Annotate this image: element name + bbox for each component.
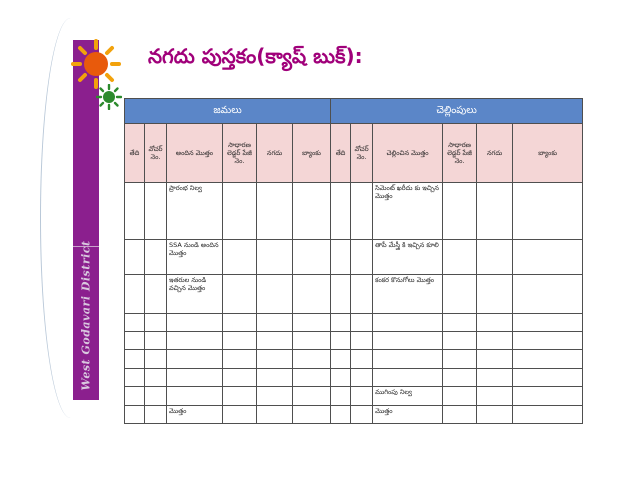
cell <box>477 240 513 275</box>
cell <box>223 387 257 405</box>
col-cash: నగదు <box>477 124 513 183</box>
receipt-label <box>167 368 223 386</box>
cell <box>443 332 477 350</box>
cell <box>257 313 293 331</box>
cell <box>513 332 583 350</box>
cell <box>223 368 257 386</box>
cell <box>443 387 477 405</box>
col-amount-received: అందిన మొత్తం <box>167 124 223 183</box>
col-date: తేది <box>125 124 145 183</box>
payment-label <box>373 368 443 386</box>
total-row <box>125 405 583 423</box>
col-voucher: వోచర్ నెం. <box>351 124 373 183</box>
cell <box>513 350 583 368</box>
cell <box>223 240 257 275</box>
cell <box>293 183 331 240</box>
cell <box>257 368 293 386</box>
col-ledger-page: సాధారణ లెడ్జర్ పేజీ నెం. <box>443 124 477 183</box>
col-ledger-page: సాధారణ లెడ్జర్ పేజీ నెం. <box>223 124 257 183</box>
payment-label <box>373 313 443 331</box>
cell <box>257 332 293 350</box>
receipt-label: ఇతరుల నుండి వచ్చిన మొత్తం <box>167 274 223 313</box>
cell <box>257 405 293 423</box>
cell <box>443 274 477 313</box>
table-row <box>125 183 583 240</box>
table-row <box>125 350 583 368</box>
cell <box>145 368 167 386</box>
payment-label: తాపీ మేస్త్రీ కి ఇచ్చిన కూలి <box>373 240 443 275</box>
cell <box>125 368 145 386</box>
col-bank: బ్యాంకు <box>293 124 331 183</box>
cell <box>125 313 145 331</box>
cell <box>257 240 293 275</box>
receipt-label <box>167 387 223 405</box>
side-label <box>60 239 112 391</box>
cash-book-table <box>124 98 583 424</box>
table-row <box>125 313 583 331</box>
col-cash: నగదు <box>257 124 293 183</box>
cell <box>443 183 477 240</box>
cell <box>125 274 145 313</box>
cell <box>477 183 513 240</box>
cell <box>145 183 167 240</box>
table-row <box>125 274 583 313</box>
cell <box>125 405 145 423</box>
cell <box>293 274 331 313</box>
col-voucher: వోచర్ నెం. <box>145 124 167 183</box>
cell <box>513 274 583 313</box>
cell <box>477 313 513 331</box>
small-sun-icon <box>96 84 122 110</box>
receipt-label: SSA నుండి అందిన మొత్తం <box>167 240 223 275</box>
cell <box>331 183 351 240</box>
cell <box>331 387 351 405</box>
payment-label <box>373 332 443 350</box>
cell <box>293 387 331 405</box>
cell <box>145 274 167 313</box>
cell <box>145 350 167 368</box>
col-bank: బ్యాంకు <box>513 124 583 183</box>
cell <box>331 274 351 313</box>
cell <box>293 405 331 423</box>
cell <box>443 350 477 368</box>
cell <box>257 274 293 313</box>
cell <box>257 183 293 240</box>
cell <box>351 368 373 386</box>
cell <box>145 387 167 405</box>
table-row <box>125 368 583 386</box>
receipt-total-label: మొత్తం <box>167 405 223 423</box>
payments-header: చెల్లింపులు <box>331 99 583 124</box>
cell <box>293 368 331 386</box>
cell <box>351 387 373 405</box>
cell <box>513 368 583 386</box>
receipt-label <box>167 313 223 331</box>
cell <box>223 313 257 331</box>
cell <box>351 405 373 423</box>
cell <box>513 183 583 240</box>
cell <box>145 240 167 275</box>
cell <box>331 240 351 275</box>
cell <box>351 313 373 331</box>
cell <box>477 350 513 368</box>
cell <box>443 313 477 331</box>
table-row <box>125 240 583 275</box>
cell <box>351 240 373 275</box>
cell <box>477 368 513 386</box>
cell <box>331 405 351 423</box>
cell <box>125 240 145 275</box>
cell <box>125 387 145 405</box>
payment-label: ముగింపు నిల్వ <box>373 387 443 405</box>
cell <box>125 183 145 240</box>
cell <box>351 350 373 368</box>
cell <box>293 350 331 368</box>
cell <box>145 332 167 350</box>
cell <box>513 405 583 423</box>
cell <box>351 183 373 240</box>
payment-label <box>373 350 443 368</box>
cell <box>145 313 167 331</box>
cell <box>443 405 477 423</box>
cell <box>513 387 583 405</box>
cell <box>331 332 351 350</box>
cell <box>293 332 331 350</box>
cell <box>351 332 373 350</box>
cell <box>223 274 257 313</box>
cell <box>477 387 513 405</box>
cell <box>223 183 257 240</box>
receipt-label <box>167 350 223 368</box>
cell <box>125 350 145 368</box>
table-row <box>125 332 583 350</box>
payment-label: కంకర కొనుగోలు మొత్తం <box>373 274 443 313</box>
cell <box>125 332 145 350</box>
cell <box>223 332 257 350</box>
cell <box>293 240 331 275</box>
cell <box>331 350 351 368</box>
receipt-label <box>167 332 223 350</box>
cell <box>257 387 293 405</box>
cell <box>257 350 293 368</box>
cell <box>477 405 513 423</box>
sun-icon <box>70 38 122 90</box>
cell <box>223 350 257 368</box>
receipt-label: ప్రారంభ నిల్వ <box>167 183 223 240</box>
cell <box>293 313 331 331</box>
table-row <box>125 387 583 405</box>
cell <box>331 313 351 331</box>
cell <box>513 240 583 275</box>
cell <box>443 240 477 275</box>
cell <box>351 274 373 313</box>
receipts-header: జమలు <box>125 99 331 124</box>
payment-label: సిమెంట్ ఖరీదు కు ఇచ్చిన మొత్తం <box>373 183 443 240</box>
cell <box>477 332 513 350</box>
cell <box>223 405 257 423</box>
cell <box>145 405 167 423</box>
payment-total-label: మొత్తం <box>373 405 443 423</box>
cell <box>477 274 513 313</box>
cell <box>443 368 477 386</box>
side-label-text: West Godavari District <box>79 239 93 391</box>
page-title: నగదు పుస్తకం(క్యాష్ బుక్): <box>148 44 363 68</box>
col-date: తేది <box>331 124 351 183</box>
col-amount-paid: చెల్లించిన మొత్తం <box>373 124 443 183</box>
cell <box>331 368 351 386</box>
cell <box>513 313 583 331</box>
